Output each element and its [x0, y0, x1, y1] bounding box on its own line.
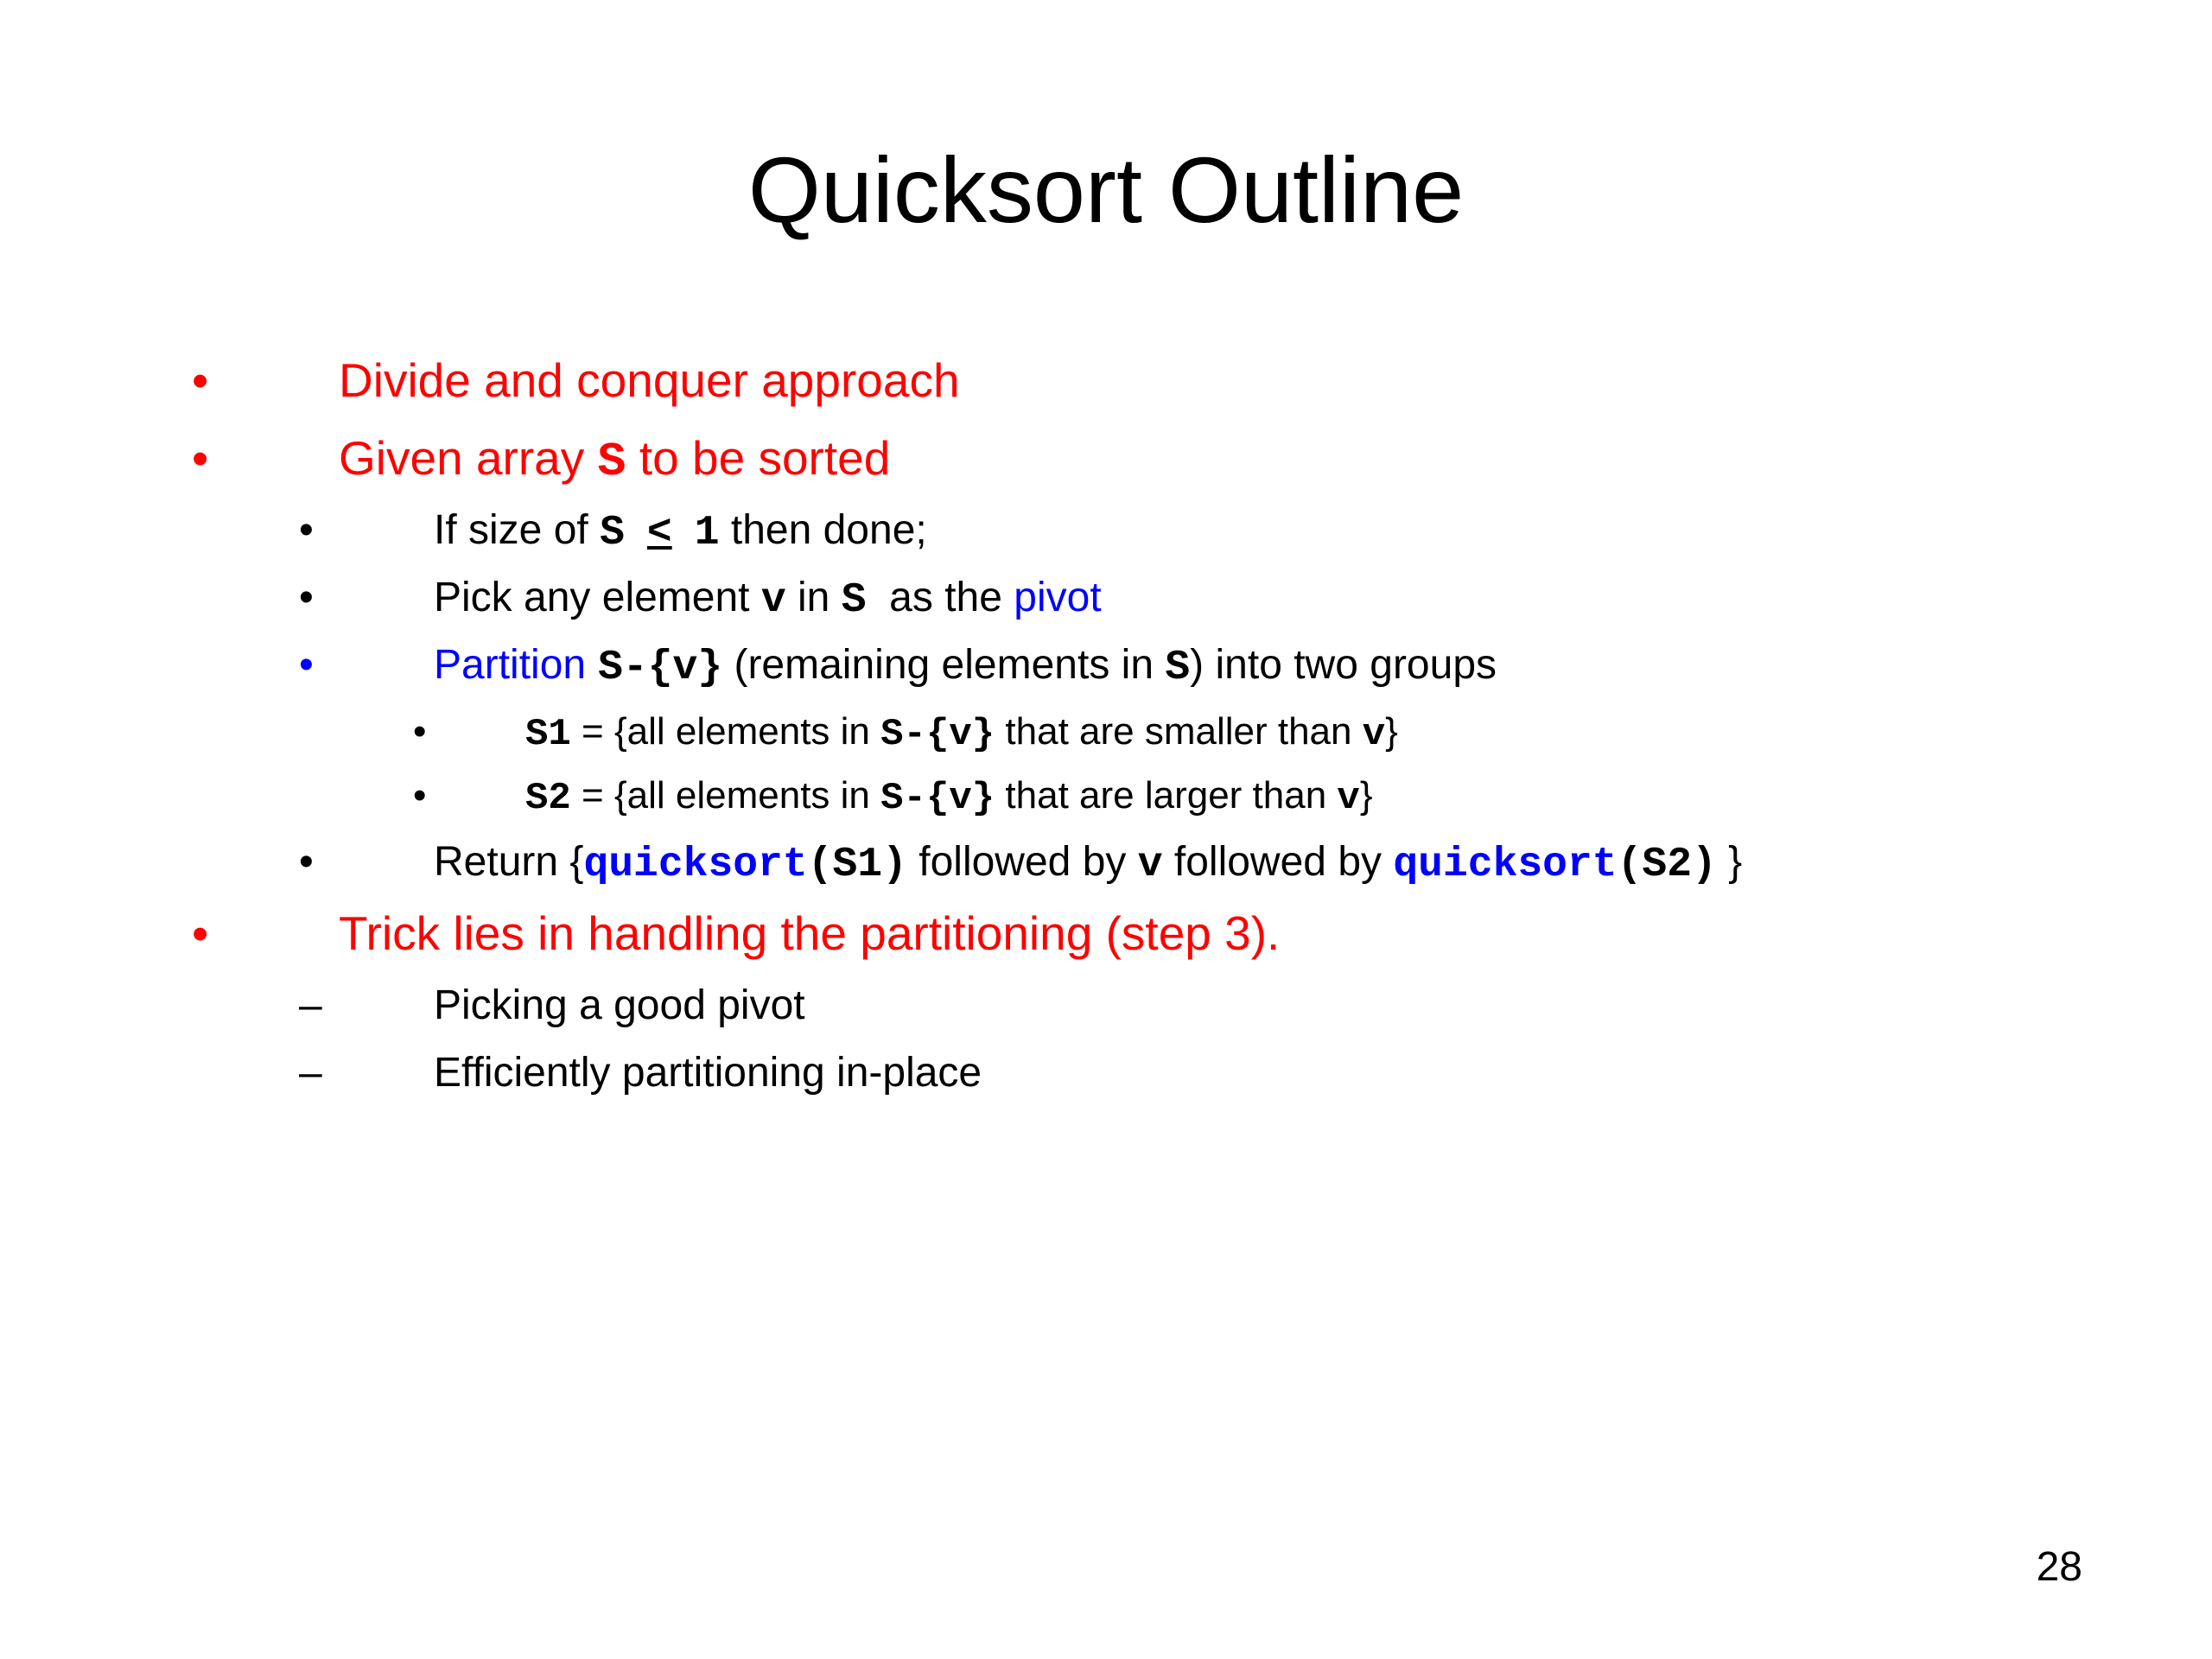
bullet-marker: •	[192, 353, 209, 407]
code-s: S	[1165, 645, 1191, 691]
code-one: 1	[694, 510, 720, 556]
dash-marker: –	[299, 982, 322, 1028]
leq-symbol: <	[646, 510, 672, 556]
code-quicksort: quicksort	[583, 842, 808, 888]
text-segment: If size of	[434, 507, 601, 553]
text-segment: followed by	[906, 839, 1138, 885]
text-segment: then done;	[719, 507, 927, 553]
bullet-marker: •	[413, 774, 427, 817]
bullet-marker: •	[413, 710, 427, 753]
page-number: 28	[2036, 1544, 2082, 1590]
bullet-text	[434, 567, 1102, 632]
bullet-marker: •	[299, 575, 314, 620]
text-segment: that are larger than	[995, 774, 1338, 817]
text-segment: }	[1385, 710, 1398, 753]
bullet-text	[434, 831, 1742, 896]
code-v: v	[1137, 842, 1163, 888]
code-s-minus-v: S-{v}	[598, 645, 723, 691]
dash-marker: –	[299, 1050, 322, 1096]
pivot-term: pivot	[1014, 575, 1102, 620]
text-segment: }	[1359, 774, 1373, 817]
code-arg-s1: (S1)	[807, 842, 907, 888]
text-segment: followed by	[1162, 839, 1394, 885]
slide-title: Quicksort Outline	[747, 137, 1465, 242]
bullet-text	[525, 703, 1398, 763]
text-segment: as the	[866, 575, 1014, 620]
bullet-text	[434, 634, 1497, 699]
code-v: v	[1362, 713, 1386, 756]
bullet-text	[339, 423, 890, 497]
bullet-marker: •	[299, 839, 314, 885]
bullet-marker: •	[192, 431, 209, 485]
code-s2: S2	[525, 777, 571, 820]
text-segment: = {all elements in	[570, 774, 881, 817]
code-arg-s2: (S2)	[1617, 842, 1717, 888]
code-s: S	[597, 435, 626, 489]
bullet-text	[434, 499, 927, 564]
code-v: v	[1337, 777, 1360, 820]
text-segment: that are smaller than	[995, 710, 1363, 753]
code-s1: S1	[525, 713, 571, 756]
text-segment: = {all elements in	[570, 710, 881, 753]
bullet-text	[525, 767, 1373, 827]
code-s-minus-v: S-{v}	[880, 713, 995, 756]
text-segment: ) into two groups	[1190, 642, 1497, 688]
text-segment: Given array	[339, 431, 598, 485]
code-s-minus-v: S-{v}	[880, 777, 995, 820]
code-s: S	[600, 510, 625, 556]
partition-term: Partition	[434, 642, 587, 688]
text-segment: }	[1716, 839, 1743, 885]
bullet-text: Picking a good pivot	[434, 982, 805, 1028]
bullet-marker: •	[192, 906, 209, 960]
bullet-text: Divide and conquer approach	[339, 353, 960, 407]
text-segment: Pick any element	[434, 575, 761, 620]
text-segment: (remaining elements in	[722, 642, 1166, 688]
bullet-marker: •	[299, 507, 314, 553]
bullet-marker: •	[299, 642, 314, 688]
text-segment: in	[785, 575, 842, 620]
code-v: v	[760, 577, 786, 624]
bullet-text: Efficiently partitioning in-place	[434, 1050, 982, 1096]
bullet-text: Trick lies in handling the partitioning (step 3).	[339, 906, 1281, 960]
text-segment: to be sorted	[626, 431, 891, 485]
code-quicksort: quicksort	[1393, 842, 1618, 888]
code-s: S	[841, 577, 867, 624]
text-segment: Return {	[434, 839, 584, 885]
